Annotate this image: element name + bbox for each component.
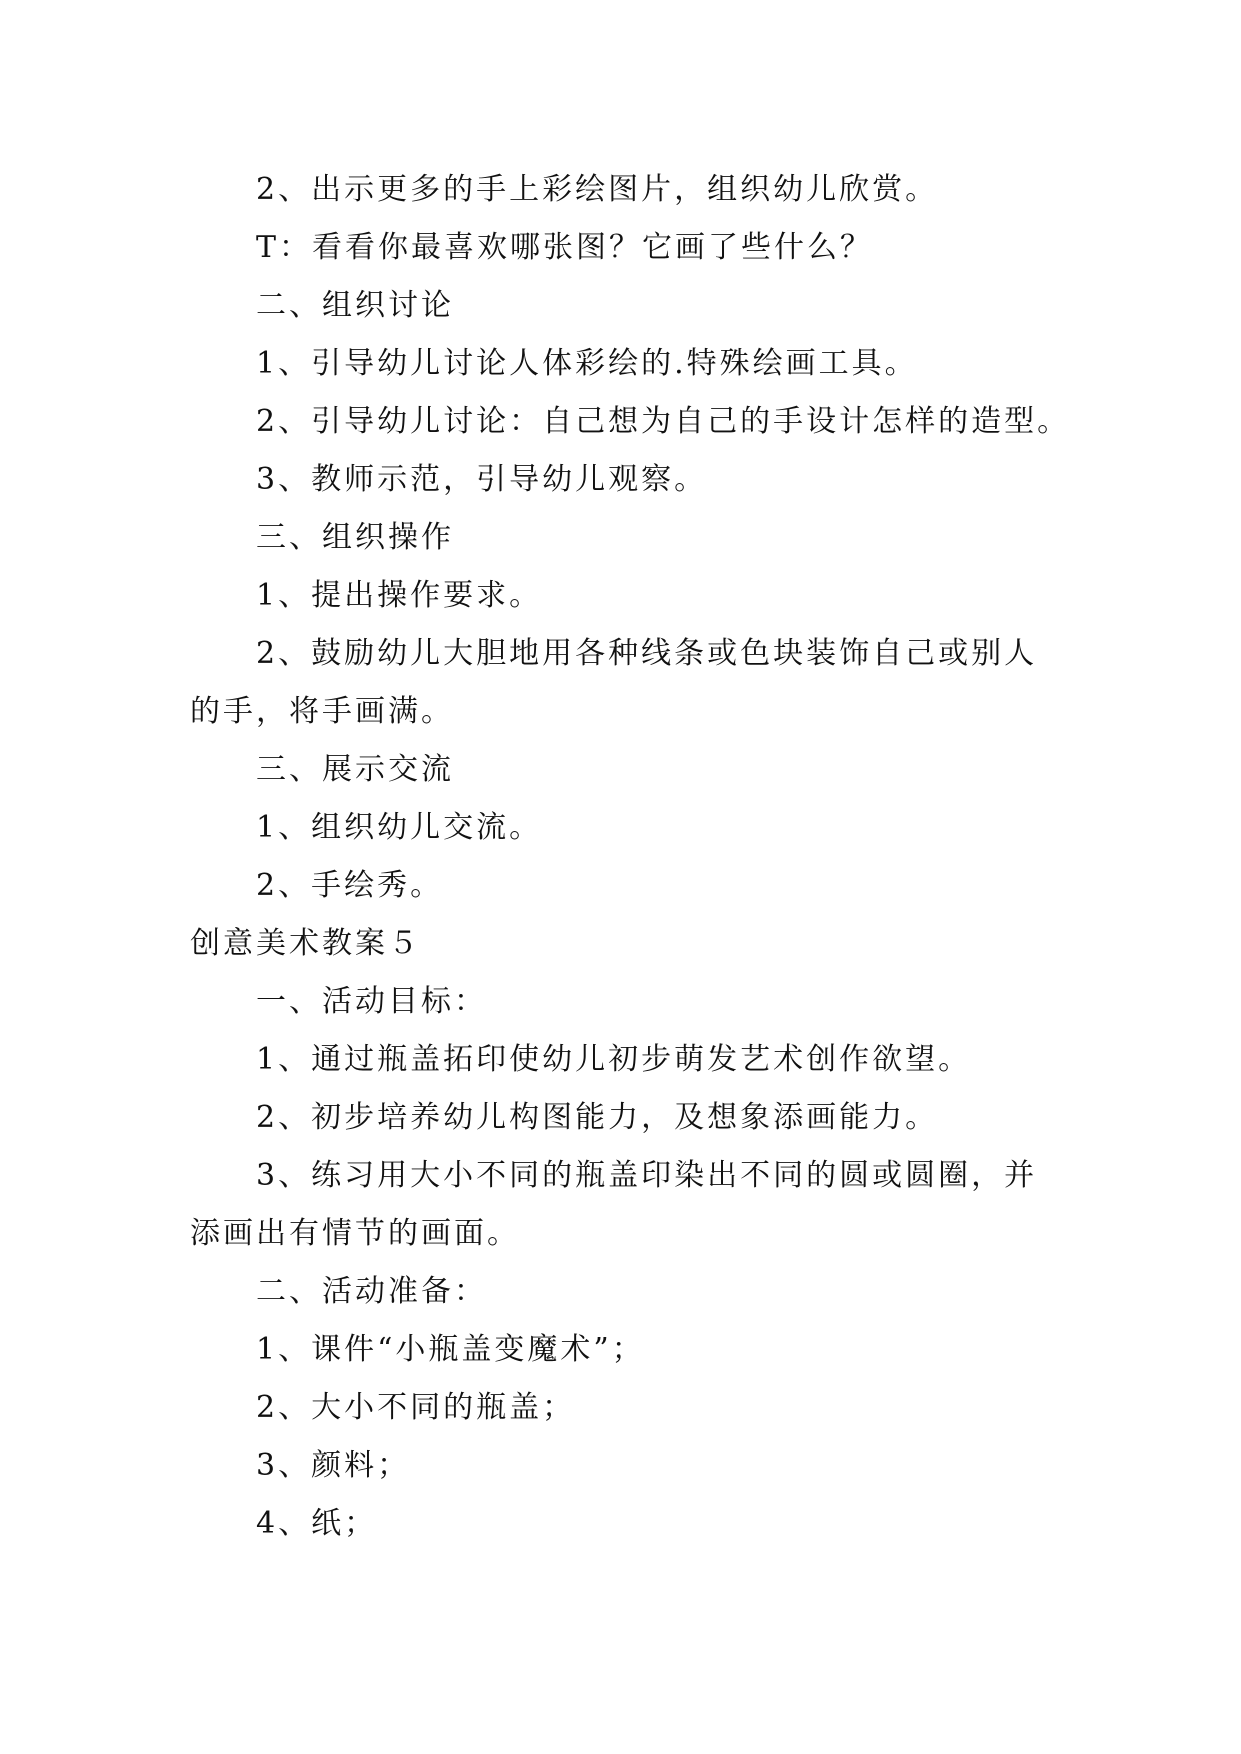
paragraph-line: 添画出有情节的画面。 [190,1216,520,1251]
paragraph-line: 1、课件“小瓶盖变魔术”； [256,1332,645,1367]
section-heading: 二、组织讨论 [256,288,454,323]
document-body [190,161,1070,1553]
paragraph-line: 2、大小不同的瓶盖； [256,1390,576,1425]
paragraph-line: 4、纸； [256,1506,378,1541]
paragraph-line: 1、组织幼儿交流。 [256,810,543,845]
paragraph-line: 1、通过瓶盖拓印使幼儿初步萌发艺术创作欲望。 [256,1042,972,1077]
paragraph-line: 2、手绘秀。 [256,868,444,903]
paragraph-line: 3、练习用大小不同的瓶盖印染出不同的圆或圆圈，并 [256,1158,1038,1193]
paragraph-line: 1、引导幼儿讨论人体彩绘的.特殊绘画工具。 [256,346,918,381]
paragraph-line: 2、引导幼儿讨论：自己想为自己的手设计怎样的造型。 [256,404,1071,439]
paragraph-line: 1、提出操作要求。 [256,578,543,613]
section-heading: 一、活动目标： [256,984,487,1019]
paragraph-line: T：看看你最喜欢哪张图？它画了些什么？ [256,230,874,265]
paragraph-line: 3、颜料； [256,1448,411,1483]
paragraph-line: 2、出示更多的手上彩绘图片，组织幼儿欣赏。 [256,172,939,207]
paragraph-line: 的手，将手画满。 [190,694,454,729]
document-title: 创意美术教案５ [190,926,421,961]
section-heading: 三、组织操作 [256,520,454,555]
section-heading: 三、展示交流 [256,752,454,787]
paragraph-line: 3、教师示范，引导幼儿观察。 [256,462,708,497]
section-heading: 二、活动准备： [256,1274,487,1309]
paragraph-line: 2、鼓励幼儿大胆地用各种线条或色块装饰自己或别人 [256,636,1038,671]
paragraph-line: 2、初步培养幼儿构图能力，及想象添画能力。 [256,1100,939,1135]
